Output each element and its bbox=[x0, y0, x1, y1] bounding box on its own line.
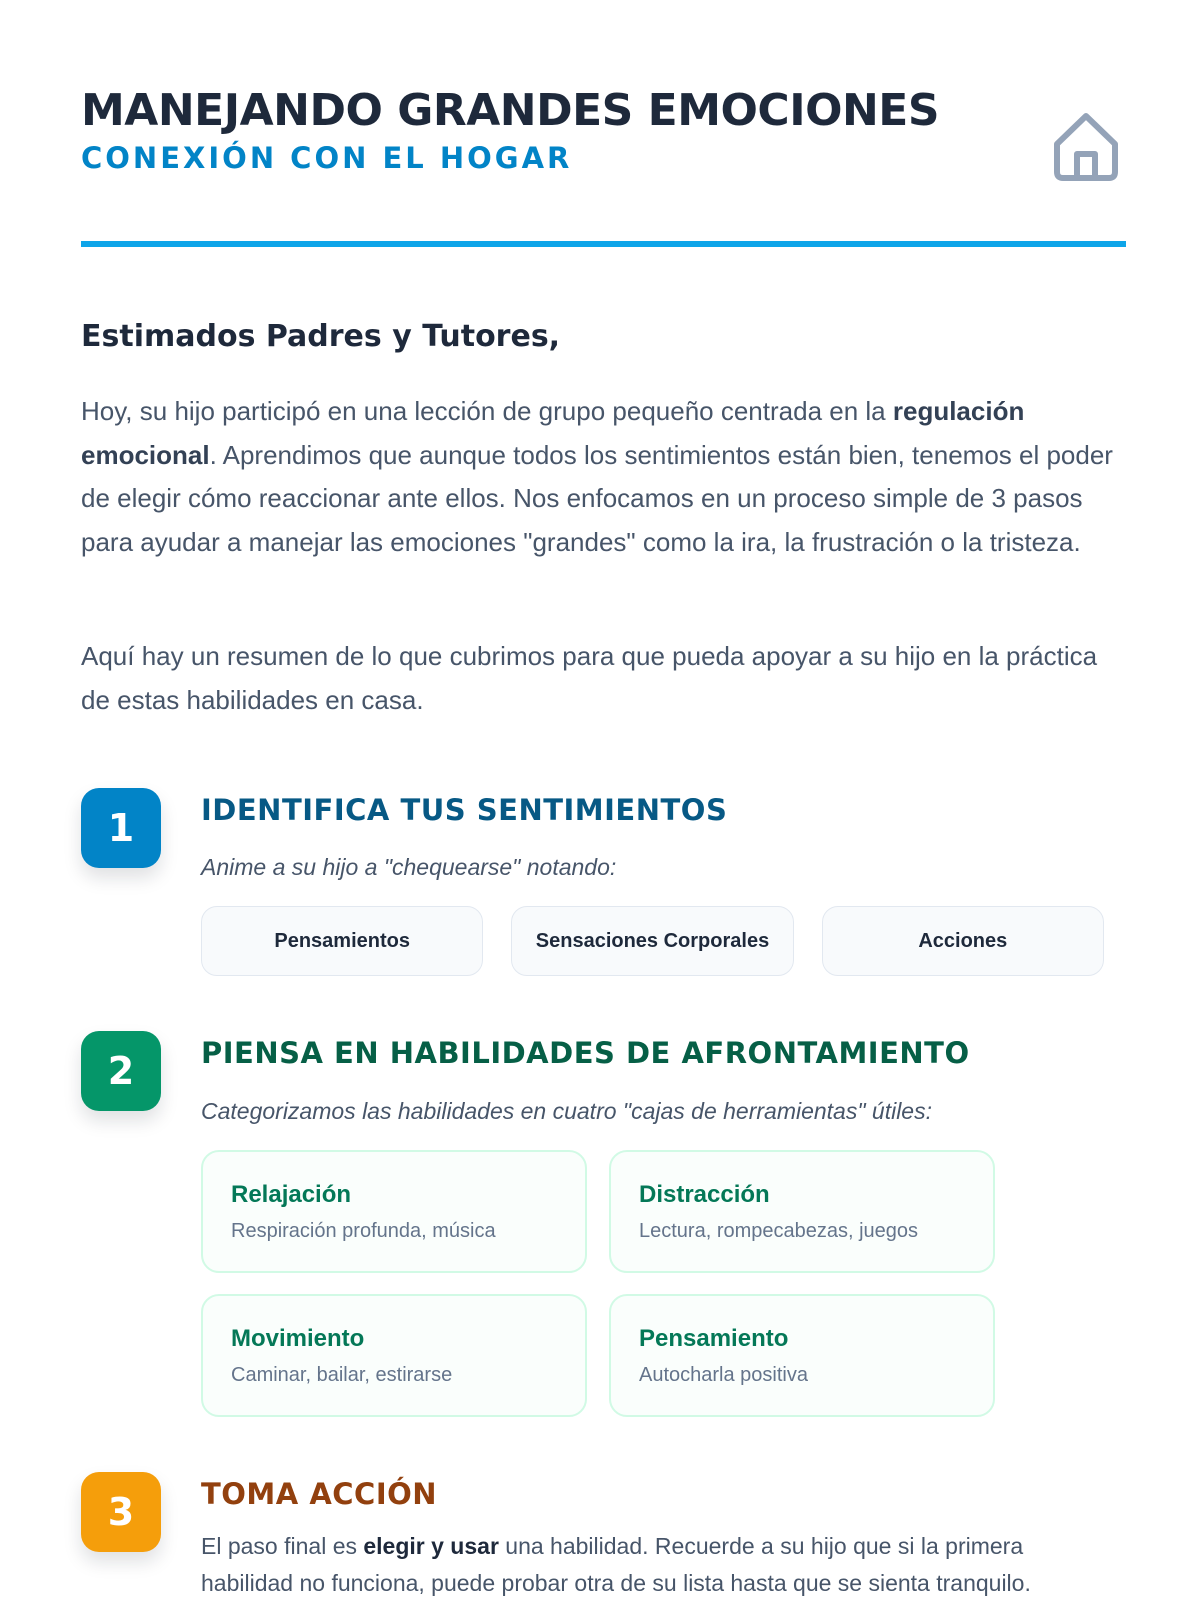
step-2-note: Categorizamos las habilidades en cuatro "cajas de herramientas" útiles: bbox=[201, 1098, 932, 1124]
toolbox-card-distraction bbox=[609, 1150, 995, 1273]
intro-text-end: . Aprendimos que aunque todos los sentimientos están bien, tenemos el poder de elegir cómo reaccionar ante ellos. Nos enfocamos en un proceso simple de 3 pasos para ayudar a manejar las emociones "grandes" como la ira, la frustración o la tristeza. bbox=[81, 439, 1113, 557]
toolbox-card-movement bbox=[201, 1294, 587, 1417]
toolbox-card-description: Lectura, rompecabezas, juegos bbox=[639, 1220, 919, 1242]
toolbox-card-relaxation bbox=[201, 1150, 587, 1273]
step-3-title: TOMA ACCIÓN bbox=[201, 1477, 438, 1511]
greeting: Estimados Padres y Tutores, bbox=[81, 319, 561, 354]
feeling-chip-actions: Acciones bbox=[822, 906, 1104, 976]
toolbox-card-thinking bbox=[609, 1294, 995, 1417]
feeling-chip-thoughts: Pensamientos bbox=[201, 906, 483, 976]
step-1-note: Anime a su hijo a "chequearse" notando: bbox=[201, 854, 617, 880]
toolbox-card-title: Pensamiento bbox=[639, 1325, 789, 1352]
feeling-chip-body-sensations: Sensaciones Corporales bbox=[511, 906, 793, 976]
intro-paragraph bbox=[81, 390, 1126, 564]
step-2-badge: 2 bbox=[81, 1031, 161, 1111]
step-1-badge: 1 bbox=[81, 788, 161, 868]
toolbox-card-title: Movimiento bbox=[231, 1325, 365, 1352]
summary-paragraph: Aquí hay un resumen de lo que cubrimos para que pueda apoyar a su hijo en la práctica de estas habilidades en casa. bbox=[81, 641, 1098, 715]
page-title: MANEJANDO GRANDES EMOCIONES bbox=[81, 85, 940, 136]
home-icon bbox=[1051, 110, 1121, 182]
toolbox-card-title: Distracción bbox=[639, 1181, 770, 1208]
page-header bbox=[81, 84, 1126, 176]
step-2-title: PIENSA EN HABILIDADES DE AFRONTAMIENTO bbox=[201, 1036, 970, 1070]
step-1-title: IDENTIFICA TUS SENTIMIENTOS bbox=[201, 793, 728, 827]
toolbox-card-description: Caminar, bailar, estirarse bbox=[231, 1364, 453, 1386]
toolbox-card-description: Respiración profunda, música bbox=[231, 1220, 496, 1242]
feelings-list bbox=[201, 906, 1104, 976]
step-3-text-end: una habilidad. Recuerde a su hijo que si la primera habilidad no funciona, puede probar otra de su lista hasta que se sienta tranquilo. bbox=[201, 1533, 1031, 1596]
toolbox-card-title: Relajación bbox=[231, 1181, 352, 1208]
intro-text-start: Hoy, su hijo participó en una lección de grupo pequeño centrada en la bbox=[81, 396, 893, 426]
toolbox-grid bbox=[201, 1150, 997, 1417]
toolbox-card-description: Autocharla positiva bbox=[639, 1364, 808, 1386]
step-3-badge: 3 bbox=[81, 1472, 161, 1552]
header-divider bbox=[81, 241, 1126, 247]
step-3-text bbox=[201, 1528, 1121, 1600]
step-3-text-start: El paso final es bbox=[201, 1533, 364, 1559]
page-subtitle: CONEXIÓN CON EL HOGAR bbox=[81, 141, 573, 175]
step-3-highlight: elegir y usar bbox=[363, 1533, 499, 1559]
intro-highlight: regulación emocional bbox=[81, 396, 1025, 470]
